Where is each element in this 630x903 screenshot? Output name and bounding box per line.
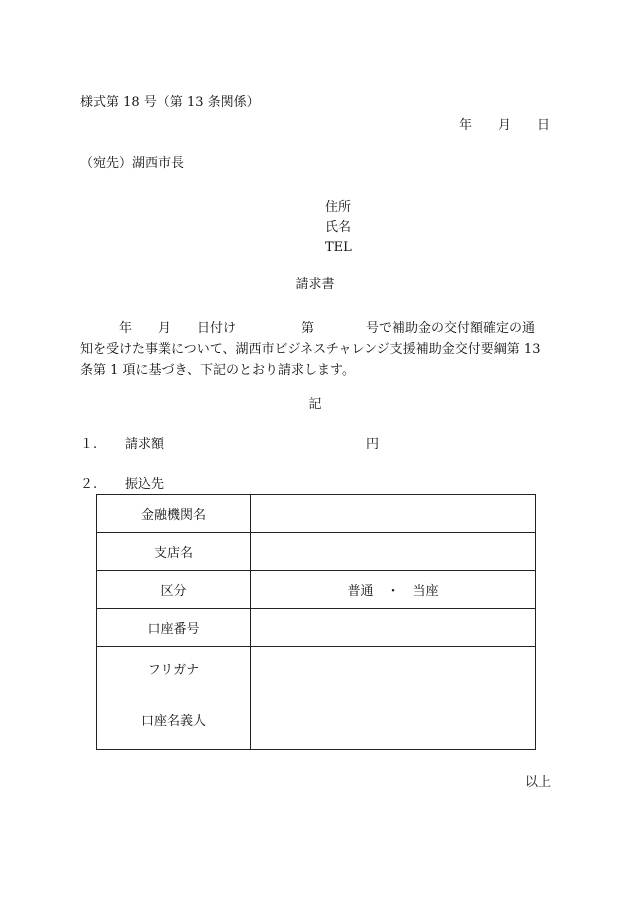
branch-field[interactable] <box>251 533 536 571</box>
date-month: 月 <box>498 118 512 133</box>
bank-name-label: 金融機関名 <box>97 495 251 533</box>
item-transfer-dest <box>80 478 164 491</box>
closing-mark: 以上 <box>524 775 551 790</box>
account-holder-field[interactable] <box>251 647 536 750</box>
date-line <box>459 119 550 132</box>
branch-label: 支店名 <box>97 533 251 571</box>
table-row <box>97 495 536 533</box>
applicant-name-label: 氏名 <box>325 220 352 235</box>
table-row <box>97 609 536 647</box>
account-holder-label: 口座名義人 <box>140 714 206 729</box>
account-type-options[interactable]: 普通 ・ 当座 <box>251 571 536 609</box>
account-holder-label-cell <box>97 647 251 750</box>
item-label: 請求額 <box>125 437 165 452</box>
bank-name-field[interactable] <box>251 495 536 533</box>
applicant-block <box>325 198 352 258</box>
body-line: 知を受けた事業について、湖西市ビジネスチャレンジ支援補助金交付要綱第 13 <box>80 342 541 357</box>
addressee: （宛先）湖西市長 <box>80 156 185 171</box>
item-claim-amount <box>80 438 164 451</box>
document-title: 請求書 <box>295 277 335 292</box>
item-number: １. <box>80 437 98 452</box>
table-row <box>97 647 536 750</box>
bank-account-table <box>96 494 536 750</box>
date-year: 年 <box>459 118 473 133</box>
applicant-address-label: 住所 <box>325 200 352 215</box>
table-row <box>97 533 536 571</box>
table-row <box>97 571 536 609</box>
body-line: 年 月 日付け 第 号で補助金の交付額確定の通 <box>80 321 536 336</box>
date-day: 日 <box>537 118 551 133</box>
yen-unit: 円 <box>366 437 380 452</box>
account-number-field[interactable] <box>251 609 536 647</box>
item-number: ２. <box>80 477 98 492</box>
body-line: 条第 1 項に基づき、下記のとおり請求します。 <box>80 363 355 378</box>
applicant-tel-label: TEL <box>325 240 352 255</box>
account-number-label: 口座番号 <box>97 609 251 647</box>
body-paragraph <box>80 318 550 381</box>
item-label: 振込先 <box>125 477 165 492</box>
form-number: 様式第 18 号（第 13 条関係） <box>80 95 260 110</box>
account-type-label: 区分 <box>97 571 251 609</box>
furigana-label: フリガナ <box>147 663 200 678</box>
ki-heading: 記 <box>308 397 322 412</box>
